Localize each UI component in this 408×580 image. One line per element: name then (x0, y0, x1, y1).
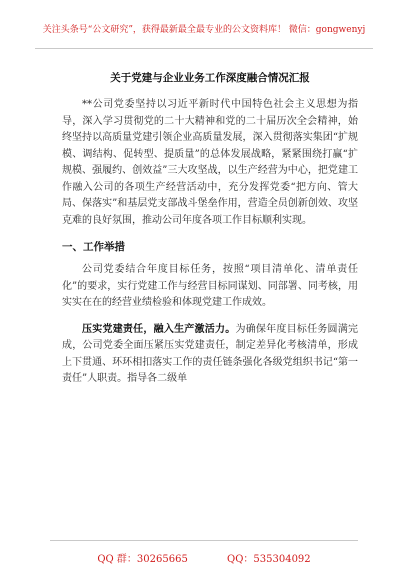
header-promo-text: 关注头条号“公文研究”，获得最新最全最专业的公文资料库！ 微信：gongwenyj (42, 25, 366, 35)
footer-divider (50, 540, 358, 541)
page-footer (0, 540, 408, 580)
header-divider (35, 48, 373, 49)
subsection-lead: 压实党建责任，融入生产激活力。 (82, 323, 236, 335)
document-body (62, 60, 358, 388)
footer-qq-number: QQ：535304092 (227, 554, 311, 565)
footer-contact (0, 550, 408, 565)
subsection-paragraph (62, 322, 358, 388)
page-header (0, 0, 408, 60)
footer-qq-group: QQ 群：30265665 (97, 554, 188, 565)
subsection-text: 为确保年度目标任务圆满完成，公司党委全面压紧压实党建责任，制定差异化考核清单，形成上下贯通、环环相扣落实工作的责任链条强化各级党组织书记“第一责任”人职责。指导各二级单 (62, 323, 359, 384)
section-paragraph: 公司党委结合年度目标任务，按照“项目清单化、清单责任化”的要求，实行党建工作与经营目标同谋划、同部署、同考核，用实实在在的经营业绩检验和体现党建工作成效。 (62, 264, 358, 308)
section-heading: 一、工作举措 (62, 241, 125, 253)
document-title: 关于党建与企业业务工作深度融合情况汇报 (110, 72, 310, 84)
intro-paragraph: **公司党委坚持以习近平新时代中国特色社会主义思想为指导，深入学习贯彻党的二十大精神和党的二十届历次全会精神，始终坚持以高质量党建引领企业高质量发展，深入贯彻落实集团“扩规模、调结构、促转型、提质量”的总体发展战略，紧紧围绕打赢“扩规模、强履约、创效益”三大攻坚战，以生产经营为中心，把党建工作融入公司的各项生产经营活动中，充分发挥党委“把方向、管大局、保落实”和基层党支部战斗堡垒作用，营造全员创新创效、攻坚克难的良好氛围，推动公司年度各项工作目标顺利实现。 (62, 99, 358, 226)
